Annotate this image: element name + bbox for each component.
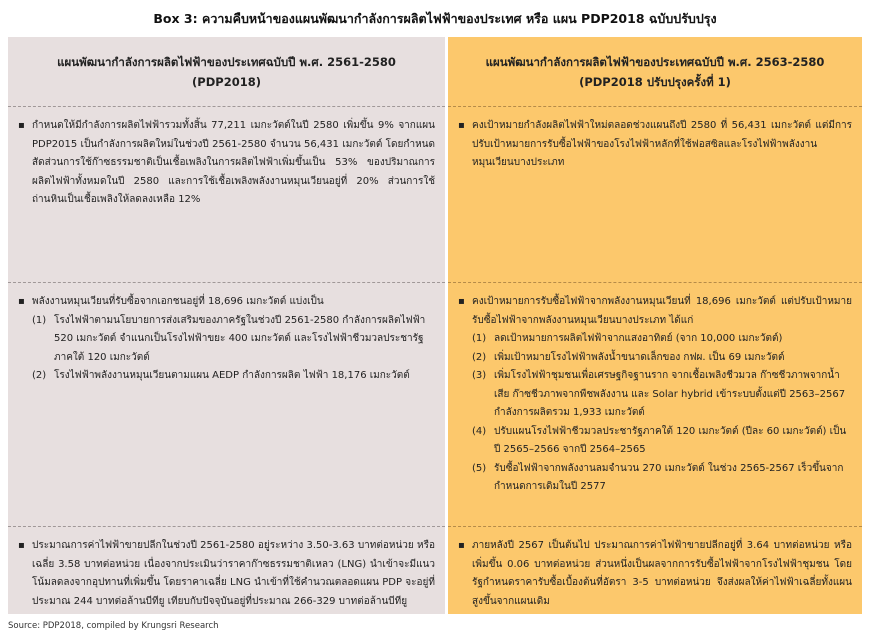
list-item: (2) เพิ่มเป้าหมายโรงไฟฟ้าพลังน้ำขนาดเล็กของ กฟผ. เป็น 69 เมกะวัตต์ (472, 351, 785, 363)
bullet-icon: ▪ (458, 296, 465, 307)
left-row-renewable (8, 283, 445, 526)
list-item: (3) เพิ่มโรงไฟฟ้าชุมชนเพื่อเศรษฐกิจฐานราก จากเชื้อเพลิงชีวมวล ก๊าซชีวภาพจากน้ำเสีย ก๊าซชีวภาพจากพืชพลังงาน และ Solar hybrid เข้าระบบตั้งแต่ปี 2563–2567 กำลังการผลิตรวม 1,933 เมกะวัตต์ (472, 370, 846, 418)
right-tariff-text: ภายหลังปี 2567 เป็นต้นไป ประมาณการค่าไฟฟ้าขายปลีกอยู่ที่ 3.64 บาทต่อหน่วย หรือเพิ่มขึ้น 0.06 บาทต่อหน่วย ส่วนหนึ่งเป็นผลจากการรับซื้อไฟฟ้าจากโรงไฟฟ้าชุมชน โดยรัฐกำหนดราคารับซื้อเบื้องต้นที่อัตรา 3-5 บาทต่อหน่วย จึงส่งผลให้ค่าไฟฟ้าเฉลี่ยทั้งแผนสูงขึ้นจากแผนเดิม (472, 540, 852, 607)
list-item: (2) โรงไฟฟ้าพลังงานหมุนเวียนตามแผน AEDP กำลังการผลิต ไฟฟ้า 18,176 เมกะวัตต์ (32, 370, 410, 381)
right-row-tariff (448, 527, 862, 614)
left-column (8, 37, 445, 614)
right-capacity-text: คงเป้าหมายกำลังผลิตไฟฟ้าใหม่ตลอดช่วงแผนถึงปี 2580 ที่ 56,431 เมกะวัตต์ แต่มีการปรับเป้าหมายการรับซื้อไฟฟ้าของโรงไฟฟ้าหลักที่ใช้ฟอสซิลและโรงไฟฟ้าพลังงานหมุนเวียนบางประเภท (472, 120, 852, 168)
source-note: Source: PDP2018, compiled by Krungsri Research (8, 621, 219, 631)
left-column-header (8, 37, 445, 106)
list-item: (1) ลดเป้าหมายการผลิตไฟฟ้าจากแสงอาทิตย์ (จาก 10,000 เมกะวัตต์) (472, 333, 783, 344)
right-column (448, 37, 862, 614)
bullet-icon: ▪ (18, 540, 25, 551)
right-row-renewable (448, 283, 862, 526)
left-row-capacity (8, 107, 445, 282)
right-row-capacity (448, 107, 862, 282)
bullet-icon: ▪ (458, 120, 465, 131)
left-capacity-text: กำหนดให้มีกำลังการผลิตไฟฟ้ารวมทั้งสิ้น 77,211 เมกะวัตต์ในปี 2580 เพิ่มขึ้น 9% จากแผน PDP2015 เป็นกำลังการผลิตใหม่ในช่วงปี 2561-2580 จำนวน 56,431 เมกะวัตต์ โดยกำหนดสัดส่วนการใช้ก๊าซธรรมชาติเป็นเชื้อเพลิงในการผลิตไฟฟ้าเพิ่มขึ้นเป็น 53% ของปริมาณการผลิตไฟฟ้าทั้งหมดในปี 2580 และการใช้เชื้อเพลิงพลังงานหมุนเวียนอยู่ที่ 20% ส่วนการใช้ถ่านหินเป็นเชื้อเพลิงให้ลดลงเหลือ 12% (32, 120, 435, 205)
right-header-line1: แผนพัฒนากำลังการผลิตไฟฟ้าของประเทศฉบับปี พ.ศ. 2563-2580 (485, 54, 825, 69)
right-renewable-intro: คงเป้าหมายการรับซื้อไฟฟ้าจากพลังงานหมุนเวียนที่ 18,696 เมกะวัตต์ แต่ปรับเป้าหมายรับซื้อไฟฟ้าจากพลังงานหมุนเวียนบางประเภท ได้แก่ (472, 296, 852, 326)
list-item: (4) ปรับแผนโรงไฟฟ้าชีวมวลประชารัฐภาคใต้ 120 เมกะวัตต์ (ปีละ 60 เมกะวัตต์) เป็นปี 2565–2566 จากปี 2564–2565 (472, 425, 847, 455)
box-title: Box 3: ความคืบหน้าของแผนพัฒนากำลังการผลิตไฟฟ้าของประเทศ หรือ แผน PDP2018 ฉบับปรับปรุง (153, 11, 717, 26)
left-header-line2: (PDP2018) (192, 74, 261, 89)
right-column-header (448, 37, 862, 106)
right-header-line2: (PDP2018 ปรับปรุงครั้งที่ 1) (579, 74, 731, 89)
left-renewable-intro: พลังงานหมุนเวียนที่รับซื้อจากเอกชนอยู่ที่ 18,696 เมกะวัตต์ แบ่งเป็น (32, 296, 324, 307)
left-row-tariff (8, 527, 445, 614)
list-item: (5) รับซื้อไฟฟ้าจากพลังงานลมจำนวน 270 เมกะวัตต์ ในช่วง 2565-2567 เร็วขึ้นจากกำหนดการเดิมในปี 2577 (472, 462, 844, 492)
comparison-table (8, 37, 862, 614)
left-tariff-text: ประมาณการค่าไฟฟ้าขายปลีกในช่วงปี 2561-2580 อยู่ระหว่าง 3.50-3.63 บาทต่อหน่วย หรือเฉลี่ย 3.58 บาทต่อหน่วย เนื่องจากประเมินว่าราคาก๊าซธรรมชาติเหลว (LNG) นำเข้าจะมีแนวโน้มลดลงจากอุปทานที่เพิ่มขึ้น โดยราคาเฉลี่ย LNG นำเข้าที่ใช้คำนวณตลอดแผน PDP จะอยู่ที่ประมาณ 244 บาทต่อล้านบีทียู เทียบกับปัจจุบันอยู่ที่ประมาณ 266-329 บาทต่อล้านบีทียู (32, 540, 435, 607)
bullet-icon: ▪ (18, 120, 25, 131)
list-item: (1) โรงไฟฟ้าตามนโยบายการส่งเสริมของภาครัฐในช่วงปี 2561-2580 กำลังการผลิตไฟฟ้า 520 เมกะวัตต์ จำแนกเป็นโรงไฟฟ้าขยะ 400 เมกะวัตต์ และโรงไฟฟ้าชีวมวลประชารัฐภาคใต้ 120 เมกะวัตต์ (32, 314, 426, 363)
bullet-icon: ▪ (18, 296, 25, 307)
bullet-icon: ▪ (458, 540, 465, 551)
left-header-line1: แผนพัฒนากำลังการผลิตไฟฟ้าของประเทศฉบับปี พ.ศ. 2561-2580 (57, 54, 396, 69)
